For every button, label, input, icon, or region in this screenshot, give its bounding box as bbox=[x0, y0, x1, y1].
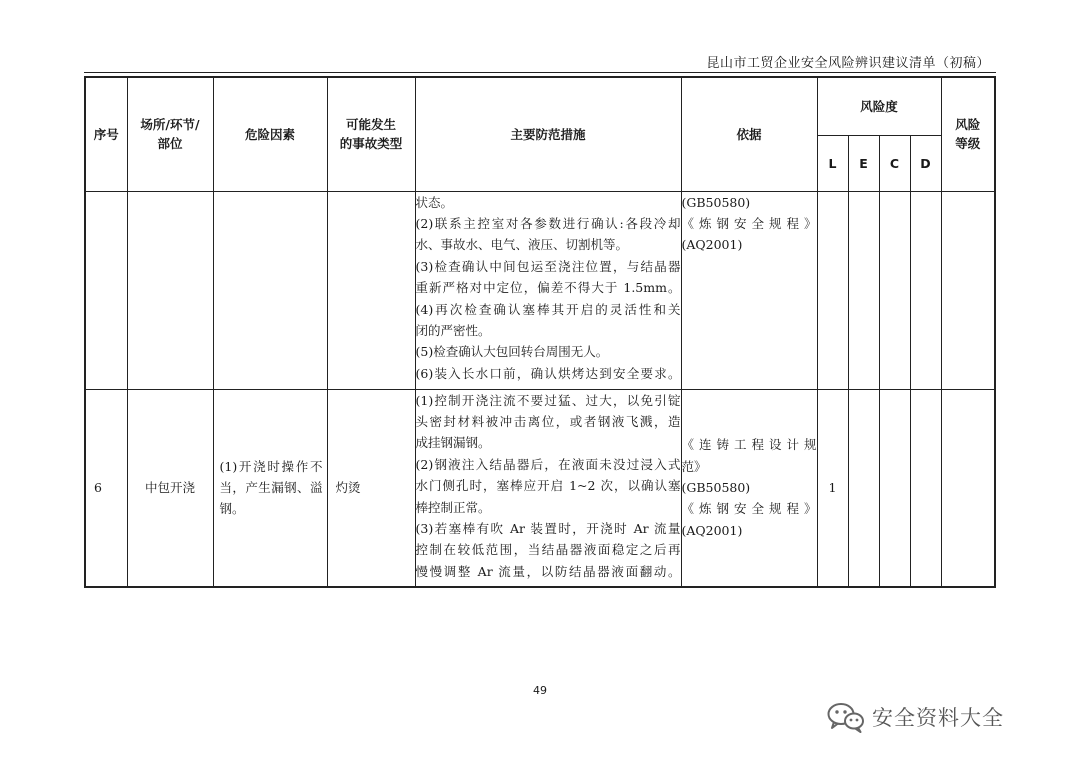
col-header-measures: 主要防范措施 bbox=[415, 77, 681, 191]
cell-measures: 状态。 (2)联系主控室对各参数进行确认:各段冷却 水、事故水、电气、液压、切割机等。 (3)检查确认中间包运至浇注位置，与结晶器 重新严格对中定位，偏差不得大于 1.5mm。 (4)再次检查确认塞棒其开启的灵活性和关 闭的严密性。 (5)检查确认大包回转台周围无人。 (6)装入长水口前，确认烘烤达到安全要求。 bbox=[415, 191, 681, 389]
cell-c bbox=[879, 191, 910, 389]
table-row bbox=[85, 389, 995, 587]
col-header-seq: 序号 bbox=[85, 77, 127, 191]
watermark-text: 安全资料大全 bbox=[872, 706, 1004, 730]
cell-location bbox=[127, 191, 213, 389]
cell-basis: 《连铸工程设计规 范》 (GB50580) 《炼钢安全规程》 (AQ2001) bbox=[681, 389, 817, 587]
col-header-e: E bbox=[848, 135, 879, 191]
col-header-risk-level: 风险 等级 bbox=[941, 77, 995, 191]
cell-basis: (GB50580) 《炼钢安全规程》 (AQ2001) bbox=[681, 191, 817, 389]
col-header-risk-degree: 风险度 bbox=[817, 77, 941, 135]
cell-seq bbox=[85, 191, 127, 389]
cell-d bbox=[910, 389, 941, 587]
cell-l: 1 bbox=[817, 389, 848, 587]
col-header-l: L bbox=[817, 135, 848, 191]
cell-c bbox=[879, 389, 910, 587]
risk-table bbox=[84, 76, 996, 588]
watermark bbox=[826, 700, 1004, 734]
cell-l bbox=[817, 191, 848, 389]
col-header-location: 场所/环节/ 部位 bbox=[127, 77, 213, 191]
cell-risk-level bbox=[941, 389, 995, 587]
header-rule bbox=[84, 72, 996, 73]
cell-accident bbox=[327, 191, 415, 389]
cell-measures: (1)控制开浇注流不要过猛、过大，以免引锭 头密封材料被冲击离位，或者钢液飞溅，造 成挂钢漏钢。 (2)钢液注入结晶器后，在液面未没过浸入式 水门侧孔时，塞棒应开启 1~2 次，以确认塞 棒控制正常。 (3)若塞棒有吹 Ar 装置时，开浇时 Ar 流量 控制在较低范围，当结晶器液面稳定之后再 慢慢调整 Ar 流量，以防结晶器液面翻动。 bbox=[415, 389, 681, 587]
col-header-d: D bbox=[910, 135, 941, 191]
col-header-hazard: 危险因素 bbox=[213, 77, 327, 191]
cell-e bbox=[848, 191, 879, 389]
cell-accident: 灼烫 bbox=[327, 389, 415, 587]
page-number: 49 bbox=[533, 684, 547, 697]
wechat-icon bbox=[826, 701, 866, 733]
col-header-basis: 依据 bbox=[681, 77, 817, 191]
cell-seq: 6 bbox=[85, 389, 127, 587]
cell-hazard bbox=[213, 191, 327, 389]
cell-e bbox=[848, 389, 879, 587]
col-header-accident: 可能发生 的事故类型 bbox=[327, 77, 415, 191]
col-header-c: C bbox=[879, 135, 910, 191]
cell-d bbox=[910, 191, 941, 389]
document-header-title: 昆山市工贸企业安全风险辨识建议清单（初稿） bbox=[706, 56, 990, 71]
cell-location: 中包开浇 bbox=[127, 389, 213, 587]
table-row bbox=[85, 191, 995, 389]
cell-risk-level bbox=[941, 191, 995, 389]
cell-hazard: (1)开浇时操作不 当，产生漏钢、溢 钢。 bbox=[213, 389, 327, 587]
